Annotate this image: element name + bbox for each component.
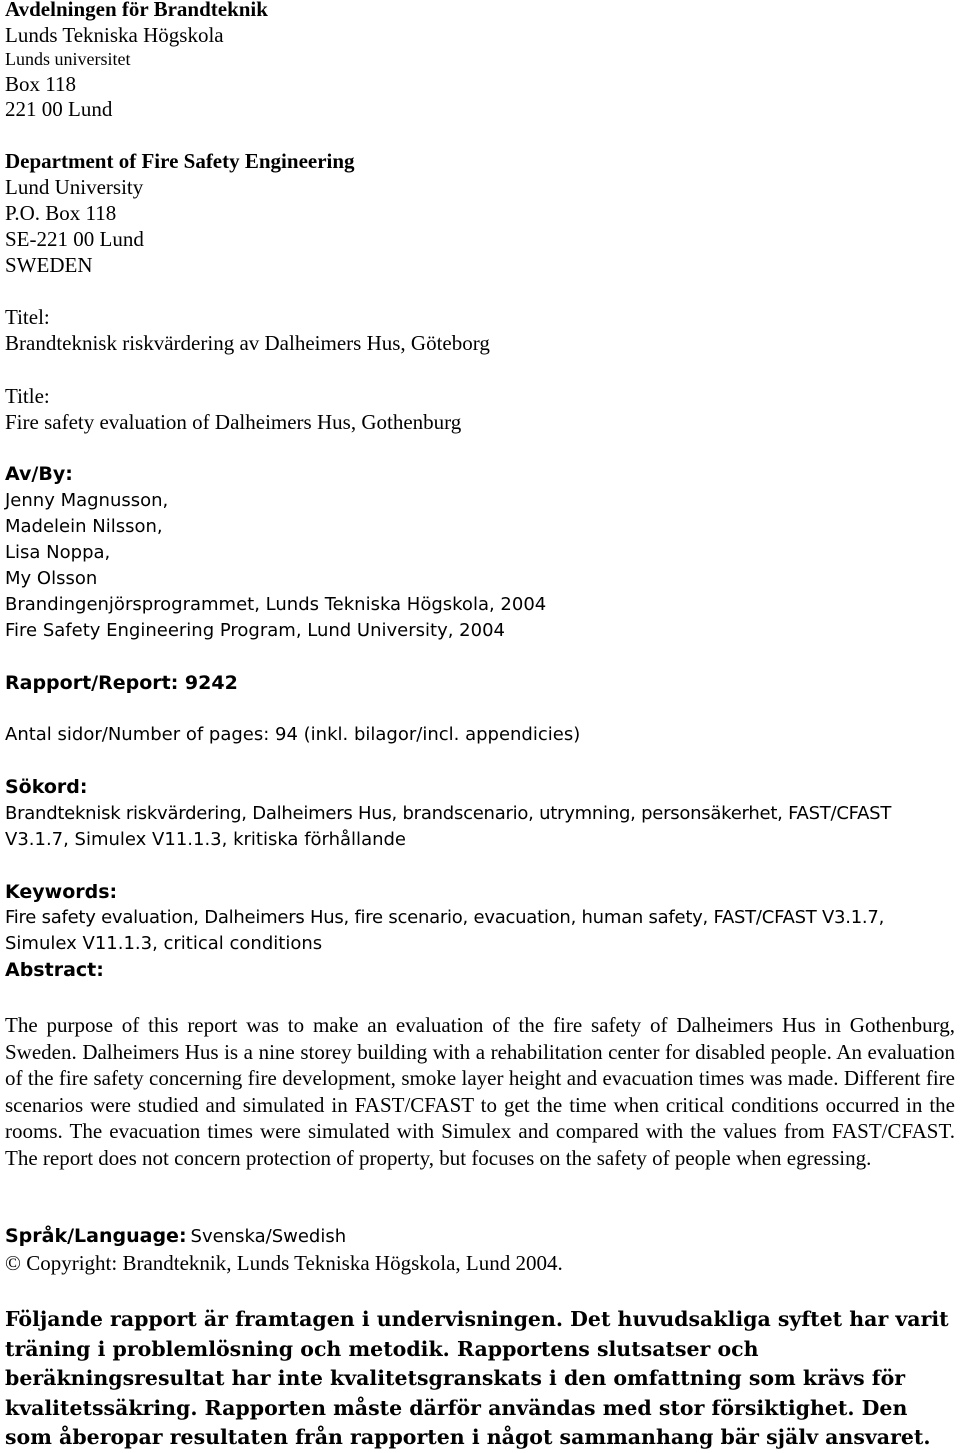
author-name: Jenny Magnusson, bbox=[5, 490, 169, 511]
page-count: Antal sidor/Number of pages: 94 (inkl. bilagor/incl. appendicies) bbox=[5, 724, 581, 745]
sokord-line: Brandteknisk riskvärdering, Dalheimers Hus, brandscenario, utrymning, personsäkerhet, FAST/CFAST bbox=[5, 803, 892, 824]
sokord-line: V3.1.7, Simulex V11.1.3, kritiska förhållande bbox=[5, 829, 407, 850]
language-label: Språk/Language: bbox=[5, 1225, 187, 1247]
report-number: Rapport/Report: 9242 bbox=[5, 672, 238, 694]
keywords-line: Fire safety evaluation, Dalheimers Hus, fire scenario, evacuation, human safety, FAST/CFAST V3.1.7, bbox=[5, 907, 885, 928]
authors-label: Av/By: bbox=[5, 463, 73, 485]
department-sv: Avdelningen för Brandteknik bbox=[5, 0, 268, 21]
program-en: Fire Safety Engineering Program, Lund University, 2004 bbox=[5, 620, 505, 641]
university-en: Lund University bbox=[5, 175, 144, 199]
copyright: © Copyright: Brandteknik, Lunds Tekniska Högskola, Lund 2004. bbox=[5, 1251, 563, 1275]
keywords-line: Simulex V11.1.3, critical conditions bbox=[5, 933, 323, 954]
university-sv: Lunds universitet bbox=[5, 49, 131, 69]
abstract-text: The purpose of this report was to make an evaluation of the fire safety of Dalheimers Hus in Gothenburg, Sweden. Dalheimers Hus is a nine storey building with a rehabilitation center for disabled people. An evaluation of the fire safety concerning fire development, smoke layer height and evacuation times was made. Different fire scenarios were studied and simulated in FAST/CFAST to get the time when critical conditions occurred in the rooms. The evacuation times were simulated with Simulex and compared with the values from FAST/CFAST. The report does not concern protection of property, but focuses on the safety of people when egressing. bbox=[5, 1013, 955, 1170]
program-sv: Brandingenjörsprogrammet, Lunds Tekniska Högskola, 2004 bbox=[5, 594, 547, 615]
title-label: Title: bbox=[5, 384, 50, 408]
box-en: P.O. Box 118 bbox=[5, 201, 117, 225]
school-sv: Lunds Tekniska Högskola bbox=[5, 23, 224, 47]
abstract-label: Abstract: bbox=[5, 959, 104, 981]
country-en: SWEDEN bbox=[5, 253, 93, 277]
disclaimer-notice: Följande rapport är framtagen i undervisningen. Det huvudsakliga syftet har varit träning i problemlösning och metodik. Rapportens slutsatser och beräkningsresultat har inte kvalitetsgranskats i den omfattning som krävs för kvalitetssäkring. Rapporten måste därför användas med stor försiktighet. Den som åberopar resultaten från rapporten i något sammanhang bär själv ansvaret. bbox=[5, 1307, 949, 1449]
titel-label: Titel: bbox=[5, 305, 50, 329]
sokord-label: Sökord: bbox=[5, 776, 88, 798]
author-name: Madelein Nilsson, bbox=[5, 516, 163, 537]
city-sv: 221 00 Lund bbox=[5, 97, 113, 121]
keywords-label: Keywords: bbox=[5, 881, 118, 903]
language-line bbox=[5, 1225, 346, 1247]
author-name: Lisa Noppa, bbox=[5, 542, 111, 563]
language-value: Svenska/Swedish bbox=[190, 1226, 347, 1247]
box-sv: Box 118 bbox=[5, 72, 76, 96]
city-en: SE-221 00 Lund bbox=[5, 227, 144, 251]
title-value: Fire safety evaluation of Dalheimers Hus, Gothenburg bbox=[5, 410, 462, 434]
author-name: My Olsson bbox=[5, 568, 98, 589]
department-en: Department of Fire Safety Engineering bbox=[5, 149, 355, 173]
titel-value: Brandteknisk riskvärdering av Dalheimers Hus, Göteborg bbox=[5, 331, 490, 355]
